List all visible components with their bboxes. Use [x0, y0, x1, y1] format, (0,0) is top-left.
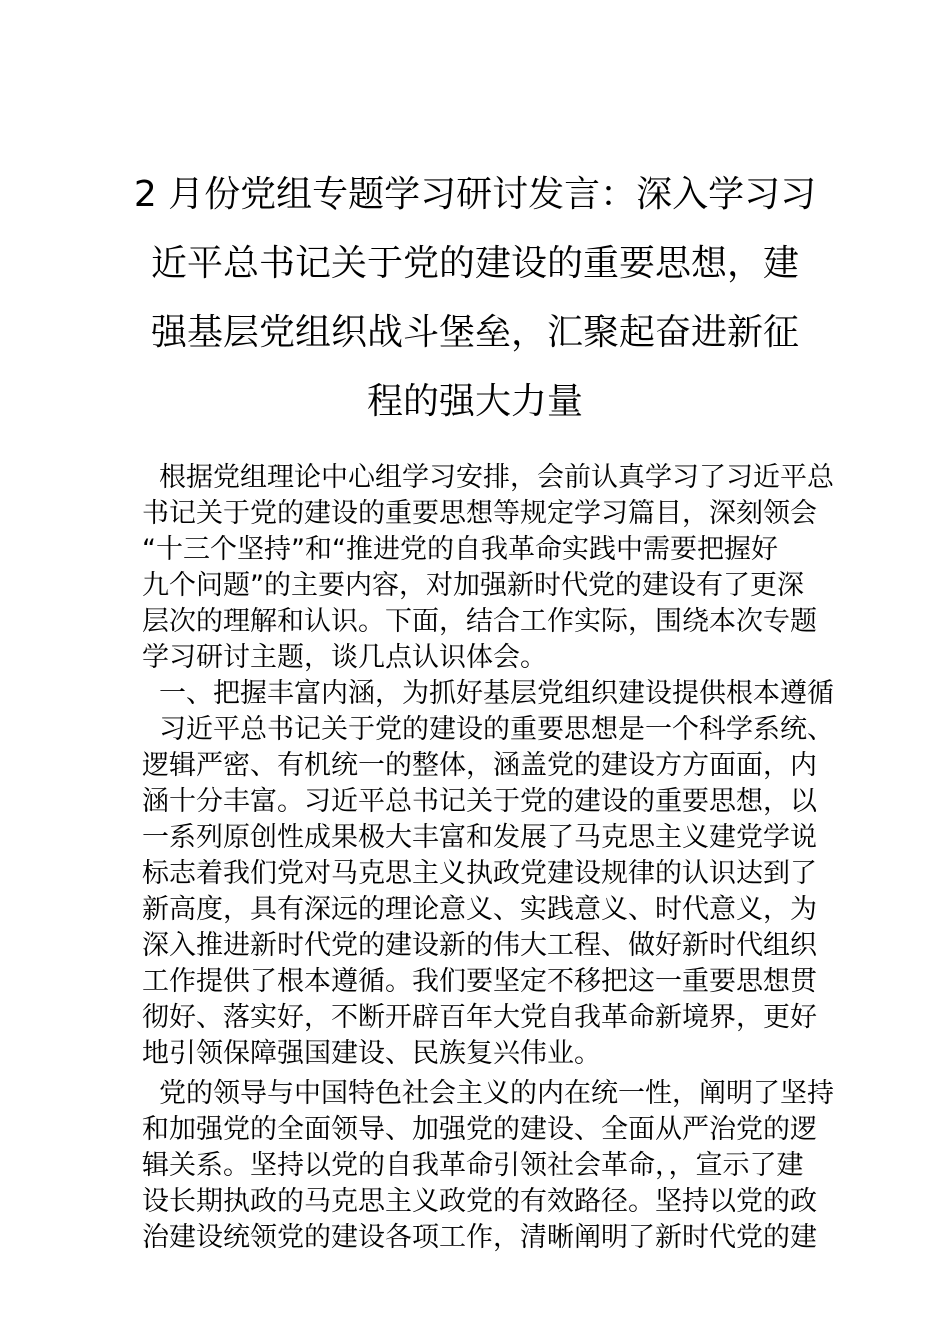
- text-line: 党的领导与中国特色社会主义的内在统一性，阐明了坚持: [159, 1078, 834, 1109]
- text-line: 新高度，具有深远的理论意义、实践意义、时代意义，为: [142, 894, 817, 925]
- text-line: 治建设统领党的建设各项工作，清晰阐明了新时代党的建: [142, 1222, 817, 1253]
- title-line: 2 月份党组专题学习研讨发言：深入学习习: [133, 174, 817, 215]
- paragraph-leadership: [142, 1076, 834, 1256]
- text-line: 工作提供了根本遵循。我们要坚定不移把这一重要思想贯: [142, 966, 817, 997]
- document-body: [142, 460, 834, 1256]
- text-line: 学习研讨主题，谈几点认识体会。: [142, 642, 547, 673]
- text-line: 彻好、落实好，不断开辟百年大党自我革命新境界，更好: [142, 1002, 817, 1033]
- text-line: 书记关于党的建设的重要思想等规定学习篇目，深刻领会: [142, 498, 817, 529]
- text-line: 习近平总书记关于党的建设的重要思想是一个科学系统、: [159, 714, 834, 745]
- section-heading-text: 一、把握丰富内涵，为抓好基层党组织建设提供根本遵循: [159, 678, 834, 709]
- text-line: 和加强党的全面领导、加强党的建设、全面从严治党的逻: [142, 1114, 817, 1145]
- text-line: 涵十分丰富。习近平总书记关于党的建设的重要思想，以: [142, 786, 817, 817]
- text-line: 辑关系。坚持以党的自我革命引领社会革命，，宣示了建: [142, 1150, 804, 1181]
- text-line: 深入推进新时代党的建设新的伟大工程、做好新时代组织: [142, 930, 817, 961]
- text-line: 层次的理解和认识。下面，结合工作实际，围绕本次专题: [142, 606, 817, 637]
- title-line: 近平总书记关于党的建设的重要思想，建: [150, 243, 799, 284]
- text-line: 根据党组理论中心组学习安排，会前认真学习了习近平总: [159, 462, 834, 493]
- document-title: [100, 160, 850, 436]
- text-line: 九个问题”的主要内容，对加强新时代党的建设有了更深: [142, 570, 804, 601]
- text-line: 逻辑严密、有机统一的整体，涵盖党的建设方方面面，内: [142, 750, 817, 781]
- text-line: 地引领保障强国建设、民族复兴伟业。: [142, 1038, 601, 1069]
- paragraph-intro: [142, 460, 834, 676]
- text-line: “十三个坚持”和“推进党的自我革命实践中需要把握好: [142, 534, 778, 565]
- title-line: 程的强大力量: [366, 381, 583, 422]
- title-line: 强基层党组织战斗堡垒，汇聚起奋进新征: [150, 312, 799, 353]
- section-heading-1: [142, 676, 834, 712]
- text-line: 一系列原创性成果极大丰富和发展了马克思主义建党学说: [142, 822, 817, 853]
- text-line: 设长期执政的马克思主义政党的有效路径。坚持以党的政: [142, 1186, 817, 1217]
- paragraph-section-1: [142, 712, 834, 1072]
- text-line: 标志着我们党对马克思主义执政党建设规律的认识达到了: [142, 858, 817, 889]
